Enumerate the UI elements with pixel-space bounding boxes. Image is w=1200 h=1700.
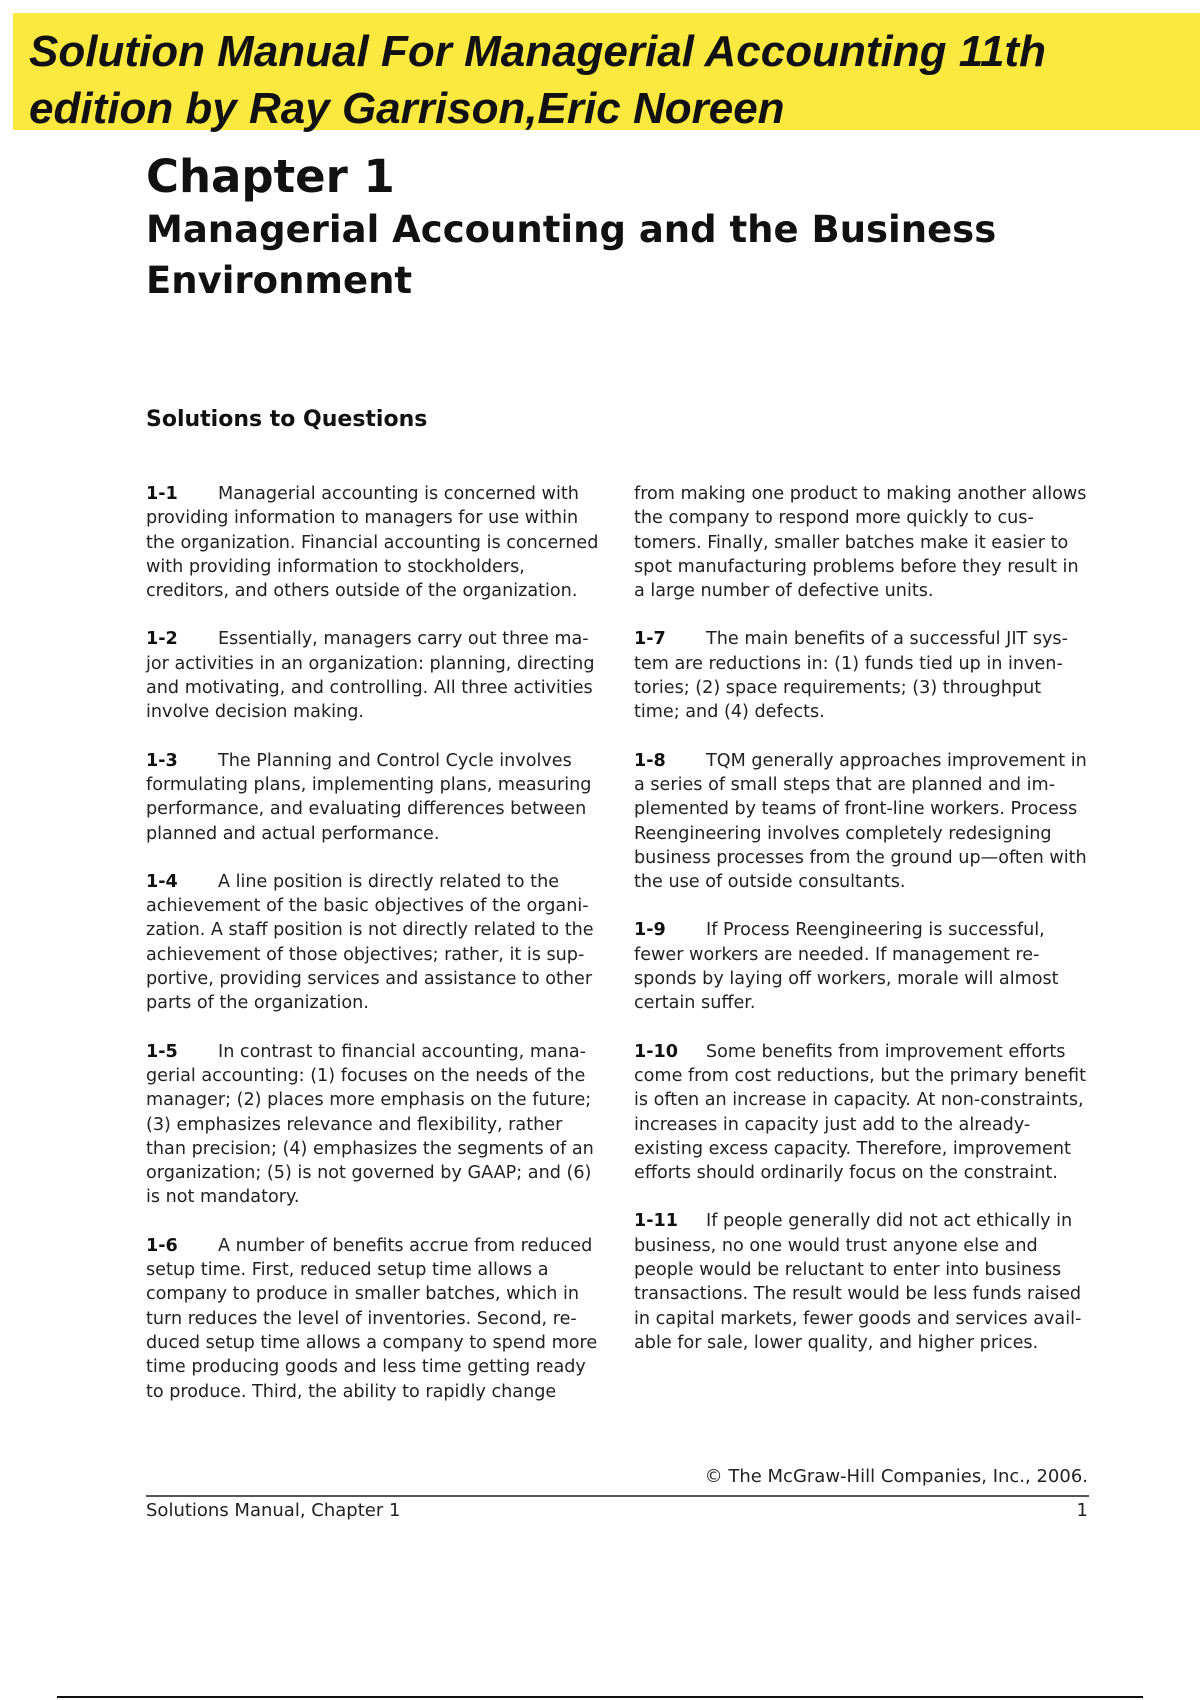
question-answer: A number of benefits accrue from reduced setup time. First, reduced setup time allows a company to produce in smaller batches, which in turn reduces the level of inventories. Second, reduced setup time allows a company to spend more time producing goods and less time getting ready to produce. Third, the ability to rapidly change xyxy=(146,1235,598,1402)
title-banner xyxy=(13,13,1200,133)
question-1-5 xyxy=(146,1040,604,1210)
question-1-2 xyxy=(146,627,604,724)
question-answer: Some benefits from improvement efforts come from cost reductions, but the primary benefit is often an increase in capacity. At non-constraints, increases in capacity just add to the already-existing excess capacity. Therefore, improvement efforts should ordinarily focus on the constraint. xyxy=(634,1041,1087,1184)
question-answer: A line position is directly related to the achievement of the basic objectives of the organization. A staff position is not directly related to the achievement of those objectives; rather, it is supportive, providing services and assistance to other parts of the organization. xyxy=(146,871,594,1014)
question-number: 1-1 xyxy=(146,484,178,504)
question-1-9 xyxy=(634,918,1092,1015)
question-1-10 xyxy=(634,1040,1092,1186)
question-1-6-continued: from making one product to making another allows the company to respond more quickly to customers. Finally, smaller batches make it easier to spot manufacturing problems before they result in a large number of defective units. xyxy=(634,484,1087,602)
question-1-3 xyxy=(146,749,604,846)
question-number: 1-5 xyxy=(146,1041,178,1062)
question-number: 1-6 xyxy=(146,1235,178,1256)
question-answer: If people generally did not act ethically in business, no one would trust anyone else and people would be reluctant to enter into business transactions. The result would be less funds raised in capital markets, fewer goods and services available for sale, lower quality, and higher prices. xyxy=(634,1211,1082,1353)
question-answer: The main benefits of a successful JIT system are reductions in: (1) funds tied up in inventories; (2) space requirements; (3) throughput time; and (4) defects. xyxy=(634,629,1068,723)
copyright-notice: © The McGraw-Hill Companies, Inc., 2006. xyxy=(704,1466,1088,1487)
question-number: 1-2 xyxy=(146,629,178,650)
question-answer: The Planning and Control Cycle involves formulating plans, implementing plans, measuring performance, and evaluating differences between planned and actual performance. xyxy=(146,750,592,844)
question-answer: If Process Reengineering is successful, fewer workers are needed. If management responds by laying off workers, morale will almost certain suffer. xyxy=(634,920,1059,1014)
question-number: 1-4 xyxy=(146,871,178,892)
question-number: 1-3 xyxy=(146,750,178,771)
question-number: 1-9 xyxy=(634,920,666,941)
document-title: Solution Manual For Managerial Accounting 11th edition by Ray Garrison,Eric Noreen xyxy=(29,27,1046,133)
question-number: 1-7 xyxy=(634,629,666,650)
question-answer: Essentially, managers carry out three major activities in an organization: planning, directing and motivating, and controlling. All three activities involve decision making. xyxy=(146,629,595,723)
question-number: 1-10 xyxy=(634,1041,679,1062)
question-answer: In contrast to financial accounting, managerial accounting: (1) focuses on the needs of the manager; (2) places more emphasis on the future; (3) emphasizes relevance and flexibility, rather than precision; (4) emphasizes the segments of an organization; (5) is not governed by GAAP; and (6) is not mandatory. xyxy=(146,1041,594,1208)
footer-divider xyxy=(146,1495,1089,1497)
page-number: 1 xyxy=(1076,1500,1088,1521)
question-1-8 xyxy=(634,749,1092,895)
question-number: 1-11 xyxy=(634,1211,679,1232)
question-1-6 xyxy=(146,1234,604,1404)
question-1-7 xyxy=(634,627,1092,724)
right-column xyxy=(634,482,1092,1379)
footer-running-title: Solutions Manual, Chapter 1 xyxy=(146,1500,401,1521)
chapter-title: Managerial Accounting and the Business Environment xyxy=(146,208,997,302)
page-bottom-divider xyxy=(57,1696,1143,1698)
question-number: 1-8 xyxy=(634,750,666,771)
chapter-number: Chapter 1 xyxy=(146,150,395,203)
question-answer: TQM generally approaches improvement in a series of small steps that are planned and implemented by teams of front-line workers. Process Reengineering involves completely redesigning business processes from the ground up—often with the use of outside consultants. xyxy=(634,750,1087,893)
question-1-11 xyxy=(634,1209,1092,1355)
question-answer: Managerial accounting is concerned with providing information to managers for use within the organization. Financial accounting is concerned with providing information to stockholders, creditors, and others outside of the organization. xyxy=(146,484,599,602)
question-1-4 xyxy=(146,870,604,1016)
left-column xyxy=(146,482,604,1428)
section-heading: Solutions to Questions xyxy=(146,407,428,432)
question-1-1 xyxy=(146,482,604,603)
